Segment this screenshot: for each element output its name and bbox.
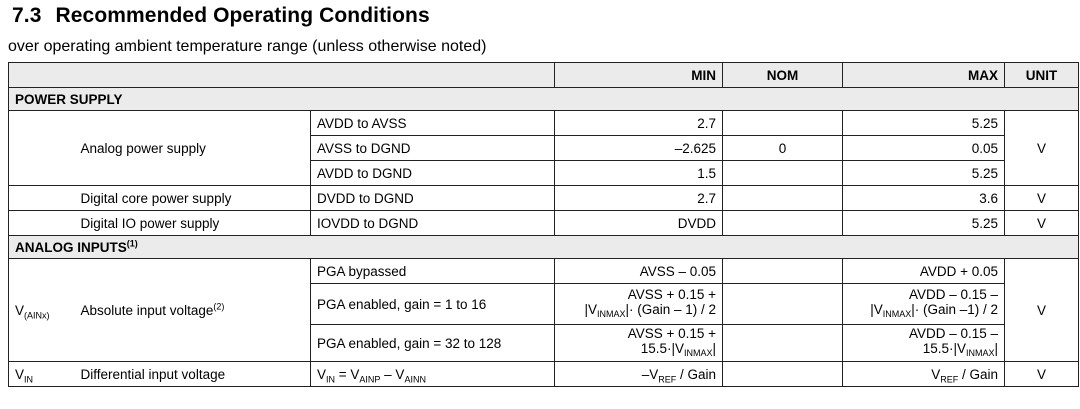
min-cell: 2.7 xyxy=(555,111,723,136)
min-line-1: AVSS + 0.15 + xyxy=(627,286,717,302)
condition-cell: AVSS to DGND xyxy=(311,136,555,161)
section-number: 7.3 xyxy=(12,4,42,27)
condition-cell: AVDD to AVSS xyxy=(311,111,555,136)
text-part: / Gain xyxy=(676,366,717,382)
parameter-digital-core: Digital core power supply xyxy=(75,186,311,211)
min-cell: –2.625 xyxy=(555,136,723,161)
min-cell xyxy=(555,284,723,325)
min-cell: 2.7 xyxy=(555,186,723,211)
max-cell: 0.05 xyxy=(843,136,1005,161)
subscript: IN xyxy=(326,374,336,385)
table-subtitle: over operating ambient temperature range (unless otherwise noted) xyxy=(8,38,487,55)
nom-cell xyxy=(723,111,843,136)
header-blank xyxy=(9,63,555,88)
table-row xyxy=(9,362,1079,387)
nom-cell xyxy=(723,161,843,186)
unit-cell: V xyxy=(1005,211,1079,236)
max-line-2 xyxy=(849,341,998,361)
symbol-vin xyxy=(9,362,75,387)
header-unit: UNIT xyxy=(1005,63,1079,88)
text-part: V xyxy=(317,366,327,382)
subscript: INMAX xyxy=(965,347,995,358)
parameter-analog-power: Analog power supply xyxy=(75,111,311,186)
condition-cell: PGA bypassed xyxy=(311,259,555,284)
symbol-vainx xyxy=(9,259,75,362)
table-row xyxy=(9,111,1079,136)
text-part: –V xyxy=(641,366,659,382)
condition-cell: AVDD to DGND xyxy=(311,161,555,186)
table-row xyxy=(9,186,1079,211)
max-cell xyxy=(843,325,1005,362)
subscript: AINP xyxy=(359,374,381,385)
max-cell: 5.25 xyxy=(843,111,1005,136)
max-line-2 xyxy=(849,302,998,322)
max-cell: 5.25 xyxy=(843,211,1005,236)
text-part: |V xyxy=(870,301,883,317)
parameter-text: Absolute input voltage xyxy=(80,302,214,318)
section-row-analog-inputs xyxy=(9,236,1079,259)
min-cell: 1.5 xyxy=(555,161,723,186)
parameter-differential-input: Differential input voltage xyxy=(75,362,311,387)
nom-cell xyxy=(723,259,843,284)
min-cell xyxy=(555,362,723,387)
max-cell xyxy=(843,284,1005,325)
table-row xyxy=(9,211,1079,236)
symbol-subscript: (AINx) xyxy=(24,310,50,321)
section-label-text: ANALOG INPUTS xyxy=(15,239,127,255)
max-line-1: AVDD – 0.15 – xyxy=(908,325,999,341)
min-line-1: AVSS + 0.15 + xyxy=(627,325,717,341)
text-part: / Gain xyxy=(958,366,999,382)
max-line-1: AVDD – 0.15 – xyxy=(908,286,999,302)
subscript: INMAX xyxy=(882,308,912,319)
table-row xyxy=(9,259,1079,284)
symbol-cell xyxy=(9,186,75,211)
text-part: |· (Gain –1) / 2 xyxy=(911,301,999,317)
operating-conditions-table xyxy=(8,62,1079,387)
footnote-ref: (2) xyxy=(213,301,225,311)
section-title: Recommended Operating Conditions xyxy=(55,4,430,27)
text-part: 15.5·|V xyxy=(922,340,966,356)
header-row xyxy=(9,63,1079,88)
text-part: = V xyxy=(335,366,360,382)
header-min: MIN xyxy=(555,63,723,88)
condition-cell: PGA enabled, gain = 32 to 128 xyxy=(311,325,555,362)
condition-cell: PGA enabled, gain = 1 to 16 xyxy=(311,284,555,325)
max-cell xyxy=(843,362,1005,387)
text-part: V xyxy=(931,366,941,382)
text-part: |V xyxy=(584,301,597,317)
text-part: | xyxy=(994,340,999,356)
nom-cell xyxy=(723,211,843,236)
condition-cell xyxy=(311,362,555,387)
max-cell: 5.25 xyxy=(843,161,1005,186)
min-cell: AVSS – 0.05 xyxy=(555,259,723,284)
parameter-digital-io: Digital IO power supply xyxy=(75,211,311,236)
condition-cell: DVDD to DGND xyxy=(311,186,555,211)
nom-cell xyxy=(723,186,843,211)
nom-cell xyxy=(723,325,843,362)
subscript: INMAX xyxy=(596,308,626,319)
subscript: AINN xyxy=(404,374,426,385)
subscript: REF xyxy=(940,374,959,385)
unit-cell: V xyxy=(1005,259,1079,362)
nom-cell: 0 xyxy=(723,136,843,161)
nom-cell xyxy=(723,284,843,325)
symbol-cell xyxy=(9,111,75,186)
section-label-power-supply: POWER SUPPLY xyxy=(9,88,1079,111)
subscript: INMAX xyxy=(683,347,713,358)
condition-cell: IOVDD to DGND xyxy=(311,211,555,236)
header-nom: NOM xyxy=(723,63,843,88)
text-part: 15.5·|V xyxy=(640,340,684,356)
section-heading xyxy=(12,4,430,28)
footnote-ref: (1) xyxy=(126,238,138,248)
max-cell: 3.6 xyxy=(843,186,1005,211)
text-part: |· (Gain – 1) / 2 xyxy=(625,301,717,317)
parameter-absolute-input xyxy=(75,259,311,362)
min-line-2 xyxy=(561,302,716,322)
unit-cell: V xyxy=(1005,186,1079,211)
min-cell xyxy=(555,325,723,362)
unit-cell: V xyxy=(1005,362,1079,387)
min-cell: DVDD xyxy=(555,211,723,236)
header-max: MAX xyxy=(843,63,1005,88)
section-row-power-supply xyxy=(9,88,1079,111)
subscript: REF xyxy=(658,374,677,385)
symbol-base: V xyxy=(15,302,25,318)
max-cell: AVDD + 0.05 xyxy=(843,259,1005,284)
text-part: | xyxy=(712,340,717,356)
text-part: – V xyxy=(380,366,405,382)
unit-cell: V xyxy=(1005,111,1079,186)
min-line-2 xyxy=(561,341,716,361)
nom-cell xyxy=(723,362,843,387)
symbol-subscript: IN xyxy=(24,374,34,385)
symbol-base: V xyxy=(15,366,25,382)
section-label-analog-inputs xyxy=(9,236,1079,259)
symbol-cell xyxy=(9,211,75,236)
